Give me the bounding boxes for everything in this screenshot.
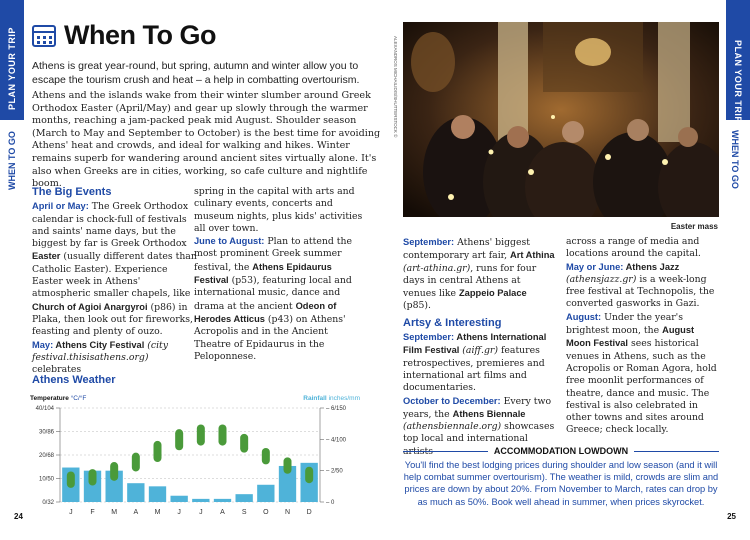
weather-heading: Athens Weather xyxy=(32,374,116,386)
event-text: celebrates xyxy=(32,364,82,376)
intro-text: Athens is great year-round, but spring, autumn and winter allow you to escape the tourism crush and heat – a help in combatting overtourism. xyxy=(32,60,360,86)
event-name: Athens City Festival xyxy=(53,339,145,350)
rainfall-bar xyxy=(127,483,144,502)
event-name: Church of Agioi Anargyroi xyxy=(32,301,148,312)
event-april xyxy=(32,200,200,338)
section-heading: The Big Events xyxy=(32,186,112,198)
accommodation-heading: ACCOMMODATION LOWDOWN xyxy=(493,446,629,456)
month-label: D xyxy=(306,509,312,516)
rainfall-bar xyxy=(257,485,274,502)
side-tab-right: PLAN YOUR TRIP xyxy=(726,0,750,120)
month-label: S xyxy=(241,509,247,516)
event-name: Easter xyxy=(32,251,61,262)
month-label: M xyxy=(111,509,118,516)
left-tick-label: 40/104 xyxy=(35,406,54,412)
event-name: Athens Biennale xyxy=(452,408,526,419)
rainfall-bar xyxy=(214,499,231,502)
event-text: , runs for four days in central Athens at venues like xyxy=(403,262,537,300)
side-tab-label: PLAN YOUR TRIP xyxy=(7,27,17,110)
month-label: N xyxy=(284,509,291,516)
event-text: spring in the capital with arts and culinary events, concerts and museum nights, plus kids' activities all over town. xyxy=(194,186,363,234)
rainfall-bar xyxy=(236,494,253,502)
event-text: Athens' biggest contemporary art fair, xyxy=(403,237,530,262)
event-text: showcases top local and international xyxy=(403,421,555,445)
left-tick-label: 30/86 xyxy=(38,429,54,436)
temperature-range-bar xyxy=(89,469,97,485)
right-tick-label: – 6/150 xyxy=(326,406,347,412)
month-label: A xyxy=(133,509,139,516)
left-tick-label: 20/68 xyxy=(38,453,54,459)
big-events-col-1 xyxy=(32,186,200,376)
temperature-range-bar xyxy=(262,448,270,464)
event-text: (p86) in Plaka, then look out for fireworks, feasting and plenty of ouzo. xyxy=(32,301,194,338)
easter-mass-photo xyxy=(403,22,719,217)
event-name: Art Athina xyxy=(510,250,555,261)
rainfall-bar xyxy=(149,486,166,502)
event-text: (p53), featuring local and international music, dance and drama at the ancient xyxy=(194,275,352,312)
weather-chart xyxy=(30,392,360,520)
event-label: June to August: xyxy=(194,236,265,247)
right-tick-label: – 2/50 xyxy=(326,468,343,475)
side-section-label: WHEN TO GO xyxy=(730,130,740,189)
event-august-moon xyxy=(566,311,720,437)
event-may xyxy=(32,339,200,377)
event-url: (art-athina.gr) xyxy=(403,262,471,274)
event-text: The Greek Orthodox calendar is chock-full of festivals and saints' name days, but the biggest by far is Greek Orthodox xyxy=(32,201,189,250)
event-label: May: xyxy=(32,339,54,350)
event-text: is a week-long free festival at Technopolis, the converted gasworks in Gazi. xyxy=(566,273,715,310)
event-url: (athensjazz.gr) xyxy=(566,273,637,285)
month-label: F xyxy=(90,509,95,516)
event-text: (p43) on Athens' Acropolis and in the Ancient Theatre of Epidaurus in the Peloponnese. xyxy=(194,313,346,362)
temperature-range-bar xyxy=(175,429,183,450)
event-name: Athens International Film Festival xyxy=(403,332,547,356)
left-axis-title: Temperature °C/°F xyxy=(30,395,87,402)
accommodation-heading-row xyxy=(403,446,719,456)
event-url: (aiff.gr) xyxy=(459,345,498,357)
event-label: September: xyxy=(403,332,455,343)
month-label: O xyxy=(263,509,269,516)
temperature-range-bar xyxy=(284,457,292,473)
month-label: J xyxy=(177,509,181,516)
event-text: across a range of media and locations around the capital. xyxy=(566,236,701,260)
event-text: Under the year's brightest moon, the xyxy=(566,311,684,337)
temperature-range-bar xyxy=(240,434,248,453)
event-label: May or June: xyxy=(566,261,624,272)
event-september xyxy=(403,236,555,313)
photo-credit: ALEXANDROS MICHAILIDIS/SHUTTERSTOCK © xyxy=(393,36,398,138)
event-text: (usually different dates than Catholic Easter). Experience Easter week in Athens' atmospheric smaller chapels, like xyxy=(32,251,197,300)
temperature-range-bar xyxy=(67,471,75,487)
rainfall-bar xyxy=(192,499,209,502)
calendar-icon xyxy=(32,25,56,47)
month-label: M xyxy=(154,509,161,516)
temperature-range-bar xyxy=(132,453,140,472)
side-tab-left xyxy=(0,0,24,120)
temperature-range-bar xyxy=(154,441,162,462)
event-label: September: xyxy=(403,237,455,247)
event-name: Zappeio Palace xyxy=(459,288,527,299)
right-tick-label: – 4/100 xyxy=(326,437,347,444)
accommodation-text: You'll find the best lodging prices during shoulder and low season (and it will help combat summer overtourism). The weather is mild, crowds are slim and prices are down by about 20%. From November to March, rates can drop by as much as 50%. Book well ahead in summer, when prices skyrocket. xyxy=(403,460,719,507)
event-label: August: xyxy=(566,311,602,322)
month-label: J xyxy=(69,509,73,516)
temperature-range-bar xyxy=(305,467,313,483)
month-label: J xyxy=(199,509,203,516)
weather-chart-svg xyxy=(30,392,360,520)
event-name: Athens Jazz xyxy=(623,261,680,272)
event-film-festival xyxy=(403,331,555,394)
event-url: (athensbiennale.org) xyxy=(403,421,502,433)
divider xyxy=(634,451,719,452)
right-col-1 xyxy=(403,236,555,458)
event-name: Athens Epidaurus Festival xyxy=(194,261,332,286)
month-label: A xyxy=(220,509,225,516)
event-name: Odeon of Herodes Atticus xyxy=(194,300,337,324)
event-label: October to December: xyxy=(403,395,501,406)
event-url: (city festival.thisisathens.org) xyxy=(32,339,169,363)
photo-caption: Easter mass xyxy=(670,222,718,231)
event-text: features retrospectives, premieres and international art films and documentaries. xyxy=(403,345,545,394)
event-text: Every two years, the xyxy=(403,395,552,420)
right-axis-title: Rainfall inches/mm xyxy=(303,395,360,402)
event-jazz xyxy=(566,261,720,311)
section-heading: Artsy & Interesting xyxy=(403,316,502,329)
event-text: Plan to attend the most prominent Greek summer festival, the xyxy=(194,236,353,273)
page-number-left: 24 xyxy=(14,512,23,521)
right-col-2 xyxy=(566,236,720,437)
big-events-col-2 xyxy=(194,186,364,363)
right-tick-label: – 0 xyxy=(326,500,335,506)
left-tick-label: 10/50 xyxy=(38,476,54,483)
temperature-range-bar xyxy=(110,462,118,481)
divider xyxy=(403,451,488,452)
title-row xyxy=(32,20,216,51)
left-tick-label: 0/32 xyxy=(42,500,54,506)
event-text: (p85). xyxy=(403,300,431,312)
event-june xyxy=(194,235,364,363)
event-name: August Moon Festival xyxy=(566,325,695,349)
side-section-label: WHEN TO GO xyxy=(7,131,17,190)
temperature-range-bar xyxy=(219,424,227,445)
rainfall-bar xyxy=(171,496,188,502)
event-label: April or May: xyxy=(32,201,89,212)
page-title: When To Go xyxy=(64,20,216,50)
page-number-right: 25 xyxy=(727,512,736,521)
event-text: sees historical venues in Athens, such as the Acropolis or Roman Agora, hold free moonlit performances of theatre, dance and music. The festival is also celebrated in other towns and sites around Greece; check locally. xyxy=(566,338,717,436)
body-text: Athens and the islands wake from their winter slumber around Greek Orthodox Easter (April/May) and gear up slowly through the warmer months, reaching a jam-packed peak mid August. Shoulder season (March to May and September to October) is the best time for avoiding Athens' heat and crowds, and ideal for walking and hikes. Winter remains superb for wandering around ancient sites virtually alone. It's also when Greeks are in cities, working, so cafe culture and nightlife boom. xyxy=(32,90,381,190)
accommodation-box xyxy=(403,446,719,508)
temperature-range-bar xyxy=(197,424,205,445)
